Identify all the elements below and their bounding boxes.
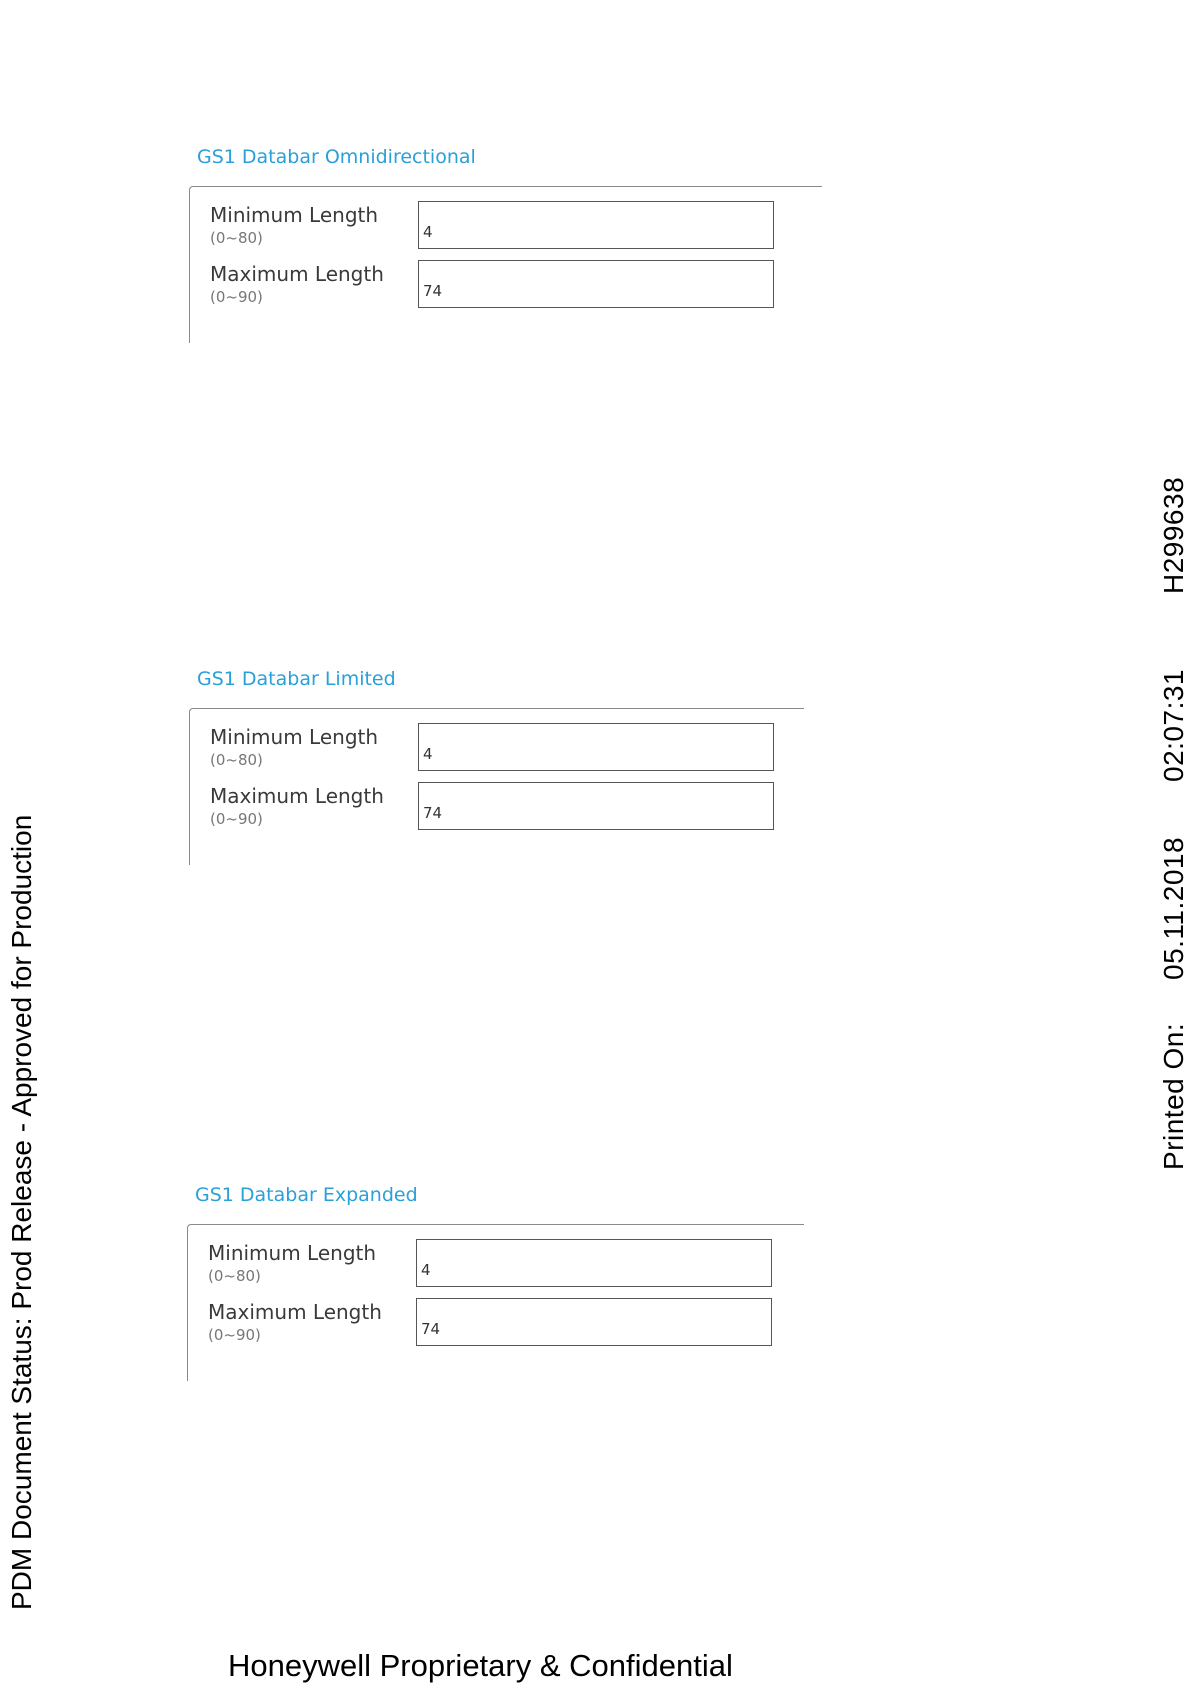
minimum-length-input[interactable] (418, 723, 774, 771)
maximum-length-label: Maximum Length (208, 1300, 382, 1324)
minimum-length-range: (0~80) (210, 229, 263, 247)
section-gs1-databar-limited (197, 668, 827, 868)
settings-panel (189, 708, 804, 865)
settings-panel (189, 186, 822, 343)
minimum-length-range: (0~80) (208, 1267, 261, 1285)
maximum-length-range: (0~90) (210, 288, 263, 306)
maximum-length-input[interactable] (418, 260, 774, 308)
pdm-document-status: PDM Document Status: Prod Release - Approved for Production (6, 814, 37, 1610)
printed-on-label: Printed On: (1158, 1022, 1189, 1170)
maximum-length-input[interactable] (418, 782, 774, 830)
maximum-length-label: Maximum Length (210, 262, 384, 286)
minimum-length-label: Minimum Length (210, 203, 379, 227)
section-title: GS1 Databar Expanded (195, 1184, 418, 1206)
document-id: H299638 (1158, 476, 1189, 594)
section-title: GS1 Databar Limited (197, 668, 396, 690)
print-stamp (1158, 477, 1190, 1170)
settings-panel (187, 1224, 804, 1381)
section-gs1-databar-expanded (195, 1184, 825, 1384)
section-gs1-databar-omnidirectional (197, 146, 827, 346)
maximum-length-label: Maximum Length (210, 784, 384, 808)
minimum-length-label: Minimum Length (210, 725, 379, 749)
minimum-length-range: (0~80) (210, 751, 263, 769)
maximum-length-range: (0~90) (210, 810, 263, 828)
minimum-length-input[interactable] (416, 1239, 772, 1287)
printed-date: 05.11.2018 (1158, 836, 1189, 980)
section-title: GS1 Databar Omnidirectional (197, 146, 476, 168)
minimum-length-input[interactable] (418, 201, 774, 249)
printed-time: 02:07:31 (1158, 669, 1189, 782)
minimum-length-label: Minimum Length (208, 1241, 377, 1265)
maximum-length-range: (0~90) (208, 1326, 261, 1344)
footer-confidential: Honeywell Proprietary & Confidential (228, 1648, 733, 1683)
maximum-length-input[interactable] (416, 1298, 772, 1346)
